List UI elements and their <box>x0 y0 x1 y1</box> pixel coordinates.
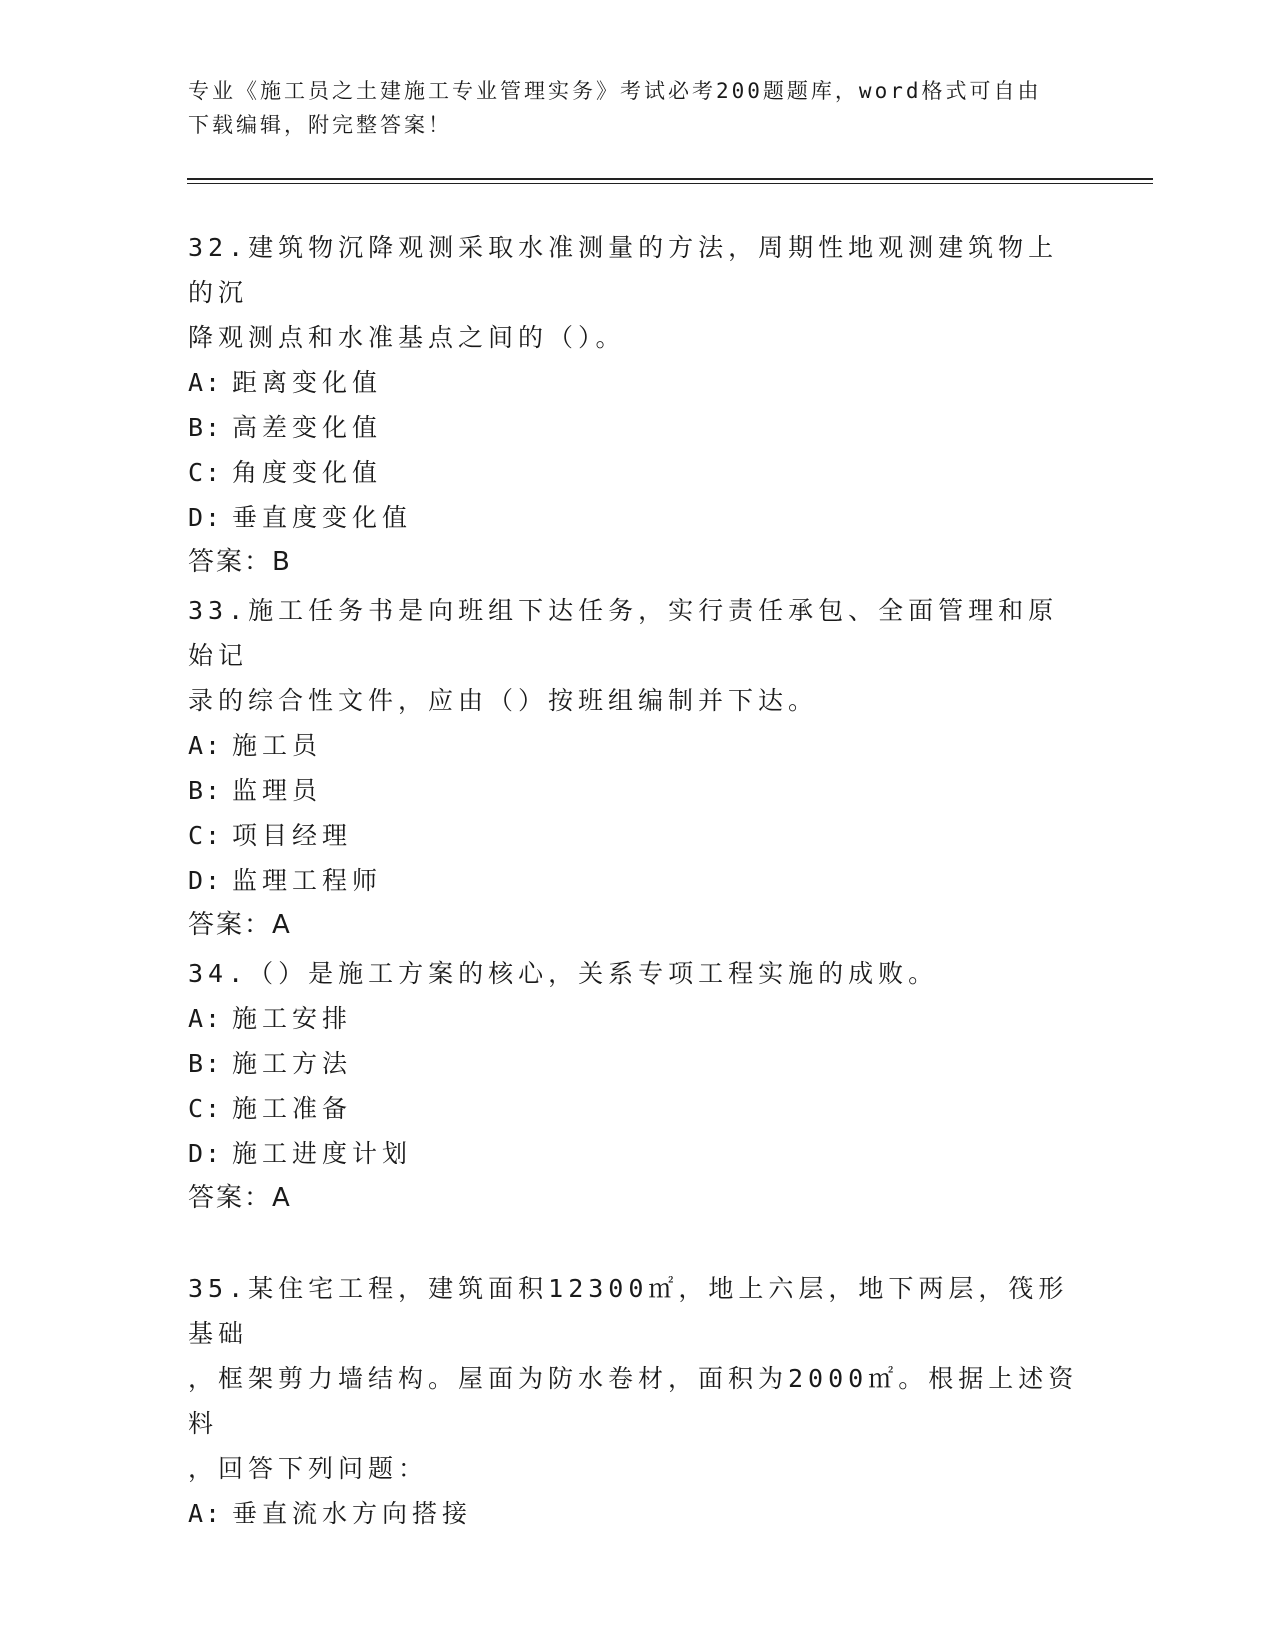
option-text: 监理员 <box>232 776 323 805</box>
option-c <box>188 1086 1088 1131</box>
option-text: 施工员 <box>232 731 323 760</box>
option-key: C: <box>188 458 223 487</box>
option-key: A: <box>188 1499 223 1528</box>
question-stem-line: 录的综合性文件，应由（）按班组编制并下达。 <box>188 686 819 715</box>
option-text: 高差变化值 <box>232 413 383 442</box>
question-stem-line: 33.施工任务书是向班组下达任务，实行责任承包、全面管理和原始记 <box>188 596 1059 670</box>
option-a <box>188 360 1088 405</box>
option-text: 监理工程师 <box>232 866 383 895</box>
question-stem-line: ，框架剪力墙结构。屋面为防水卷材，面积为2000㎡。根据上述资料 <box>188 1364 1079 1438</box>
option-key: D: <box>188 503 223 532</box>
option-key: D: <box>188 1139 223 1168</box>
question-stem-line: ，回答下列问题： <box>188 1454 429 1483</box>
option-key: B: <box>188 1049 223 1078</box>
option-d <box>188 495 1088 540</box>
question-35 <box>188 1266 1088 1536</box>
header-divider-thin <box>187 183 1153 184</box>
option-key: A: <box>188 368 223 397</box>
option-key: B: <box>188 413 223 442</box>
option-text: 施工进度计划 <box>232 1139 413 1168</box>
option-text: 施工方法 <box>232 1049 353 1078</box>
option-d <box>188 1131 1088 1176</box>
answer-line: 答案：A <box>188 1183 292 1213</box>
question-stem-line: 降观测点和水准基点之间的（）。 <box>188 323 626 352</box>
question-34 <box>188 951 1088 1221</box>
document-header <box>188 74 1088 142</box>
option-b <box>188 1041 1088 1086</box>
option-key: A: <box>188 1004 223 1033</box>
option-key: A: <box>188 731 223 760</box>
answer-line: 答案：A <box>188 910 292 940</box>
option-text: 角度变化值 <box>232 458 383 487</box>
option-b <box>188 768 1088 813</box>
option-b <box>188 405 1088 450</box>
option-text: 施工安排 <box>232 1004 353 1033</box>
question-stem-line: 35.某住宅工程，建筑面积12300㎡，地上六层，地下两层，筏形基础 <box>188 1274 1069 1348</box>
option-text: 施工准备 <box>232 1094 353 1123</box>
option-key: D: <box>188 866 223 895</box>
option-c <box>188 450 1088 495</box>
header-line-2: 下载编辑，附完整答案！ <box>188 113 452 137</box>
option-key: B: <box>188 776 223 805</box>
question-stem-line: 32.建筑物沉降观测采取水准测量的方法，周期性地观测建筑物上的沉 <box>188 233 1059 307</box>
option-a <box>188 996 1088 1041</box>
option-text: 垂直流水方向搭接 <box>232 1499 473 1528</box>
option-key: C: <box>188 1094 223 1123</box>
option-a <box>188 1491 1088 1536</box>
question-33 <box>188 588 1088 948</box>
option-key: C: <box>188 821 223 850</box>
option-d <box>188 858 1088 903</box>
option-a <box>188 723 1088 768</box>
option-text: 距离变化值 <box>232 368 383 397</box>
header-divider-thick <box>187 178 1153 180</box>
question-stem-line: 34.（）是施工方案的核心，关系专项工程实施的成败。 <box>188 959 939 988</box>
header-line-1: 专业《施工员之土建施工专业管理实务》考试必考200题题库，word格式可自由 <box>188 79 1042 103</box>
option-c <box>188 813 1088 858</box>
option-text: 垂直度变化值 <box>232 503 413 532</box>
answer-line: 答案：B <box>188 547 292 577</box>
question-32 <box>188 225 1088 585</box>
option-text: 项目经理 <box>232 821 353 850</box>
